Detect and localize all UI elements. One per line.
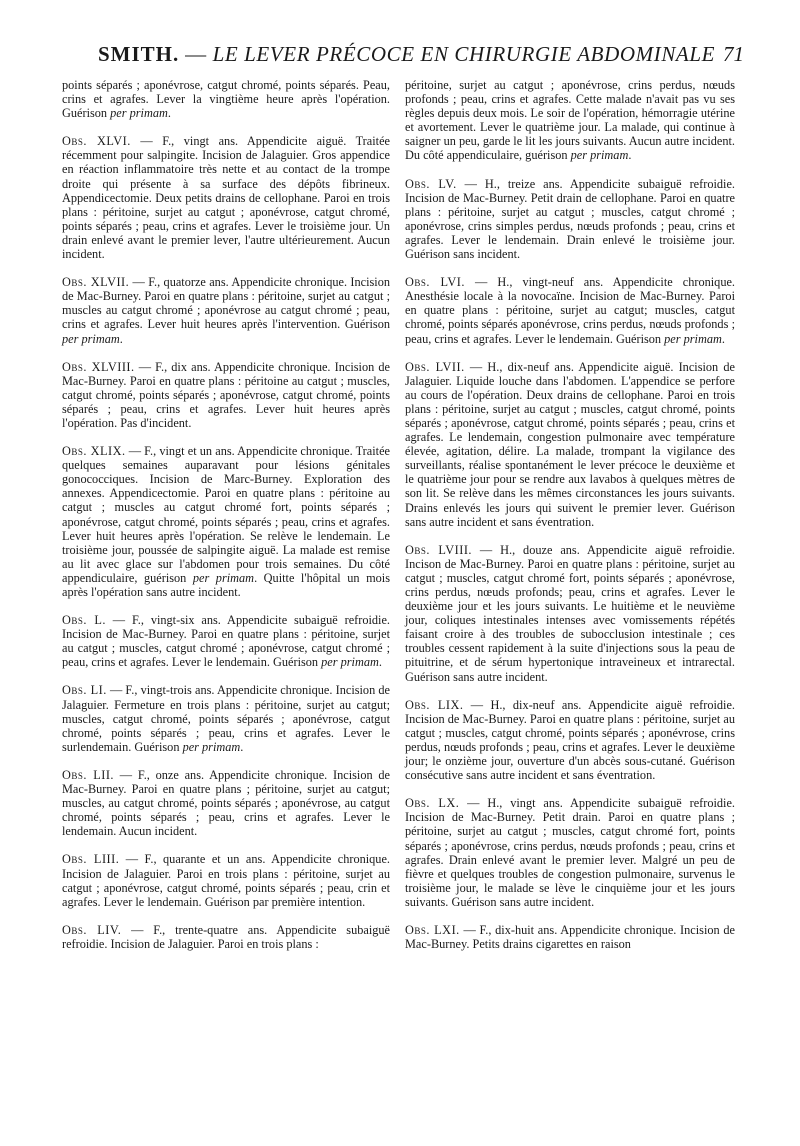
observation-paragraph	[62, 275, 390, 345]
header-title: LE LEVER PRÉCOCE EN CHIRURGIE ABDOMINALE	[212, 42, 716, 66]
observation-text: — H., dix-neuf ans. Appendicite aiguë. Incision de Jalaguier. Liquide louche dans l'abdomen. L'appendice se perfore au cours de l'opération. Deux drains de cellophane. Paroi en trois plans : péritoine, surjet au catgut ; muscles, catgut chromé, points séparés ; aponévrose, catgut chromé, points séparés ; peau, crins et agrafes. Le lendemain, congestion pulmonaire avec température élevée, agitation, délire. La malade, trompant la vigilance des surveillants, réalise spontanément le lever précoce le deuxième et le quatrième jour pour se rendre aux lavabos à quelques mètres de son lit. Se relève dans les mêmes circonstances les jours suivants. Drains enlevés les jours qui suivent le premier lever. Guérison sans autre incident et sans éventration.	[405, 359, 735, 529]
observation-paragraph	[405, 698, 735, 783]
observation-text: péritoine, surjet au catgut ; aponévrose, crins perdus, nœuds profonds ; peau, crins et agrafes. Cette malade n'avait pas vu ses règles depuis deux mois. Le soir de l'opération, hémorragie utérine et avortement. Lever le quatrième jour. La malade, qui continue à saigner un peu, garde le lit les jours suivants. Aucun autre incident. Du côté appendiculaire, guérison	[405, 78, 735, 163]
running-head	[98, 42, 715, 67]
observation-paragraph	[62, 852, 390, 908]
observation-paragraph	[405, 275, 735, 345]
observation-text: — F., dix ans. Appendicite chronique. Incision de Mac-Burney. Paroi en quatre plans : péritoine au catgut ; muscles, catgut chromé, points séparés ; aponévrose, catgut chromé, points séparés ; peau, crins et agrafes. Lever huit heures après l'opération. Pas d'incident.	[62, 359, 390, 430]
observation-paragraph	[405, 796, 735, 909]
observation-text: — H., douze ans. Appendicite aiguë refroidie. Incison de Mac-Burney. Paroi en quatre plans : péritoine, surjet au catgut ; muscles, catgut chromé fort, points séparés ; aponévrose, crins perdus, nœuds profonds; peau, crins et agrafes. Lever le deuxième jour et les jours suivants. Le huitième et le neuvième jour, coliques intestinales intenses avec vomissements répétés faisant croire à des troubles de subocclusion intestinale ; ces troubles cessent rapidement à la suite d'injections sous la peau de pituitrine, et de sérum hypertonique intraveineux et intrarectal. Guérison sans autre incident.	[405, 542, 735, 684]
observation-label: Obs. XLVIII.	[62, 359, 135, 374]
observation-label: Obs. LIII.	[62, 852, 120, 867]
observation-text: — F., vingt ans. Appendicite aiguë. Traitée récemment pour salpingite. Incision de Jalaguier. Gros appendice en réaction inflammatoire très nette et au contact de la trompe droite qui présente à sa surface des dépôts fibrineux. Appendicectomie. Deux petits drains de cellophane. Paroi en trois plans : péritoine, surjet au catgut ; aponévrose, catgut chromé, points séparés ; peau, crins et agrafes. Lever le troisième jour. Un drain enlevé avant le premier lever, l'autre ultérieurement. Aucun incident.	[62, 134, 390, 262]
observation-paragraph	[405, 923, 735, 951]
latin-term: per primam	[664, 331, 722, 346]
observation-text: — F., trente-quatre ans. Appendicite subaiguë refroidie. Incision de Jalaguier. Paroi en trois plans :	[62, 922, 391, 951]
latin-term: per primam	[321, 655, 379, 670]
left-column	[62, 78, 390, 965]
header-author: SMITH.	[98, 42, 180, 66]
observation-text: — H., dix-neuf ans. Appendicite aiguë refroidie. Incision de Mac-Burney. Paroi en quatre plans : péritoine, surjet au catgut ; muscles, catgut chromé, points séparés ; aponévrose, crins perdus, nœuds profonds ; peau, crins et agrafes. Lever le deuxième jour; le onzième jour, ouverture d'un abcès sous-cutané. Guérison consécutive sans autre incident et sans éventration.	[405, 697, 735, 783]
observation-text: — F., onze ans. Appendicite chronique. Incision de Mac-Burney. Paroi en quatre plans ; péritoine, surjet au catgut; muscles, au catgut chromé, points séparés ; aponévrose, au catgut chromé, points séparés ; peau, crins et agrafes. Lever le lendemain. Aucun incident.	[62, 767, 390, 839]
latin-term: per primam	[192, 570, 255, 585]
observation-paragraph	[62, 78, 390, 120]
observation-paragraph	[405, 360, 735, 529]
observation-text: — H., treize ans. Appendicite subaiguë refroidie. Incision de Mac-Burney. Petit drain de cellophane. Paroi en quatre plans : péritoine, surjet au catgut ; muscles, catgut chromé ; aponévrose, crins simples perdus, nœuds profonds ; peau, crins et agrafes. Lever le lendemain. Drain enlevé le troisième jour. Guérison sans incident.	[405, 176, 735, 262]
observation-text: — F., quatorze ans. Appendicite chronique. Incision de Mac-Burney. Paroi en quatre plans : péritoine, surjet au catgut ; muscles au catgut chromé ; aponévrose au catgut chromé ; peau, crins et agrafes. Lever huit heures après l'intervention. Guérison	[62, 275, 390, 332]
page-number: 71	[723, 42, 744, 66]
latin-term: per primam	[182, 739, 241, 754]
observation-text-end: .	[119, 331, 123, 346]
observation-label: Obs. LIV.	[62, 922, 122, 937]
observation-paragraph	[62, 923, 390, 951]
observation-text: — F., vingt-six ans. Appendicite subaiguë refroidie. Incision de Mac-Burney. Paroi en quatre plans : péritoine, surjet au catgut ; muscles, catgut chromé ; aponévrose, catgut chromé ; peau, crins et agrafes. Lever le lendemain. Guérison	[62, 613, 391, 670]
observation-paragraph	[62, 613, 390, 669]
latin-term: per primam	[62, 331, 120, 346]
observation-text: points séparés ; aponévrose, catgut chromé, points séparés. Peau, crins et agrafes. Lever la vingtième heure après l'opération. Guérison	[62, 78, 390, 121]
observation-label: Obs. LVIII.	[405, 542, 472, 557]
observation-paragraph	[62, 768, 390, 838]
running-header	[60, 42, 744, 72]
observation-text: — F., dix-huit ans. Appendicite chronique. Incision de Mac-Burney. Petits drains cigarettes en raison	[405, 922, 735, 952]
latin-term: per primam	[110, 106, 168, 121]
observation-label: Obs. LVII.	[405, 359, 465, 374]
observation-paragraph	[405, 543, 735, 684]
observation-label: Obs. XLVI.	[62, 134, 131, 149]
observation-label: Obs. LII.	[62, 767, 115, 782]
observation-paragraph	[62, 360, 390, 430]
latin-term: per primam	[570, 148, 629, 163]
observation-label: Obs. LIX.	[405, 697, 464, 712]
observation-label: Obs. L.	[62, 613, 106, 628]
observation-paragraph	[62, 683, 390, 753]
observation-text-end: .	[378, 655, 382, 670]
observation-label: Obs. LVI.	[405, 275, 465, 290]
observation-text: — H., vingt-neuf ans. Appendicite chronique. Anesthésie locale à la novocaïne. Incision de Mac-Burney. Paroi en quatre plans : péritoine, surjet au catgut; muscles, catgut chromé, points séparés aponévrose, crins perdus, nœuds profonds ; peau, crins et agrafes. Lever le lendemain. Guérison	[405, 275, 735, 346]
observation-text-end: .	[240, 739, 244, 754]
observation-paragraph	[62, 134, 390, 261]
observation-text: — F., quarante et un ans. Appendicite chronique. Incision de Jalaguier. Paroi en trois plans : péritoine, surjet au catgut ; aponévrose, catgut chromé, points séparés ; peau, crin et agrafes. Lever le lendemain. Guérison par première intention.	[62, 852, 390, 909]
observation-label: Obs. XLVII.	[62, 275, 130, 290]
right-column	[405, 78, 735, 965]
observation-label: Obs. LXI.	[405, 922, 460, 937]
observation-label: Obs. LI.	[62, 683, 107, 698]
observation-text: — F., vingt et un ans. Appendicite chronique. Traitée quelques semaines auparavant pour lésions génitales gonococciques. Incision de Marc-Burney. Exploration des annexes. Appendicectomie. Paroi en quatre plans : péritoine au catgut ; muscles au catgut chromé fort, points séparés ; aponévrose, catgut chromé, points séparés ; peau, crins et agrafes. Lever huit heures après l'opération. Se relève le lendemain. Le troisième jour, poussée de salpingite aiguë. La malade est remise au lit avec glace sur l'abdomen pour trois semaines. Du côté appendiculaire, guérison	[62, 444, 390, 585]
observation-text-end: .	[628, 148, 632, 163]
observation-text-end: .	[167, 106, 171, 121]
observation-paragraph	[62, 444, 390, 599]
observation-text-end: . Quitte l'hôpital un mois après l'opération sans autre incident.	[62, 570, 390, 599]
observation-text: — F., vingt-trois ans. Appendicite chronique. Incision de Jalaguier. Fermeture en trois plans : péritoine, surjet au catgut; muscles, catgut chromé, points séparés ; aponévrose, catgut chromé, points séparés ; peau, crins et agrafes. Lever le surlendemain. Guérison	[62, 683, 391, 754]
observation-paragraph	[405, 78, 735, 163]
observation-paragraph	[405, 177, 735, 262]
observation-text-end: .	[721, 331, 725, 346]
observation-text: — H., vingt ans. Appendicite subaiguë refroidie. Incision de Mac-Burney. Petit drain. Paroi en quatre plans ; péritoine, surjet au catgut ; muscles, catgut chromé fort, points séparés ; aponévrose, crins perdus, nœuds profonds ; peau, crins et agrafes. Drain enlevé avant le premier lever. Malgré un peu de fièvre et quelques troubles de congestion pulmonaire, survenus le troisième jour, le malade se lève le cinquième jour et les jours suivants. Guérison sans autre incident.	[405, 796, 736, 909]
observation-label: Obs. XLIX.	[62, 444, 126, 459]
observation-label: Obs. LX.	[405, 796, 460, 811]
header-separator: —	[179, 42, 213, 66]
observation-label: Obs. LV.	[405, 176, 457, 191]
